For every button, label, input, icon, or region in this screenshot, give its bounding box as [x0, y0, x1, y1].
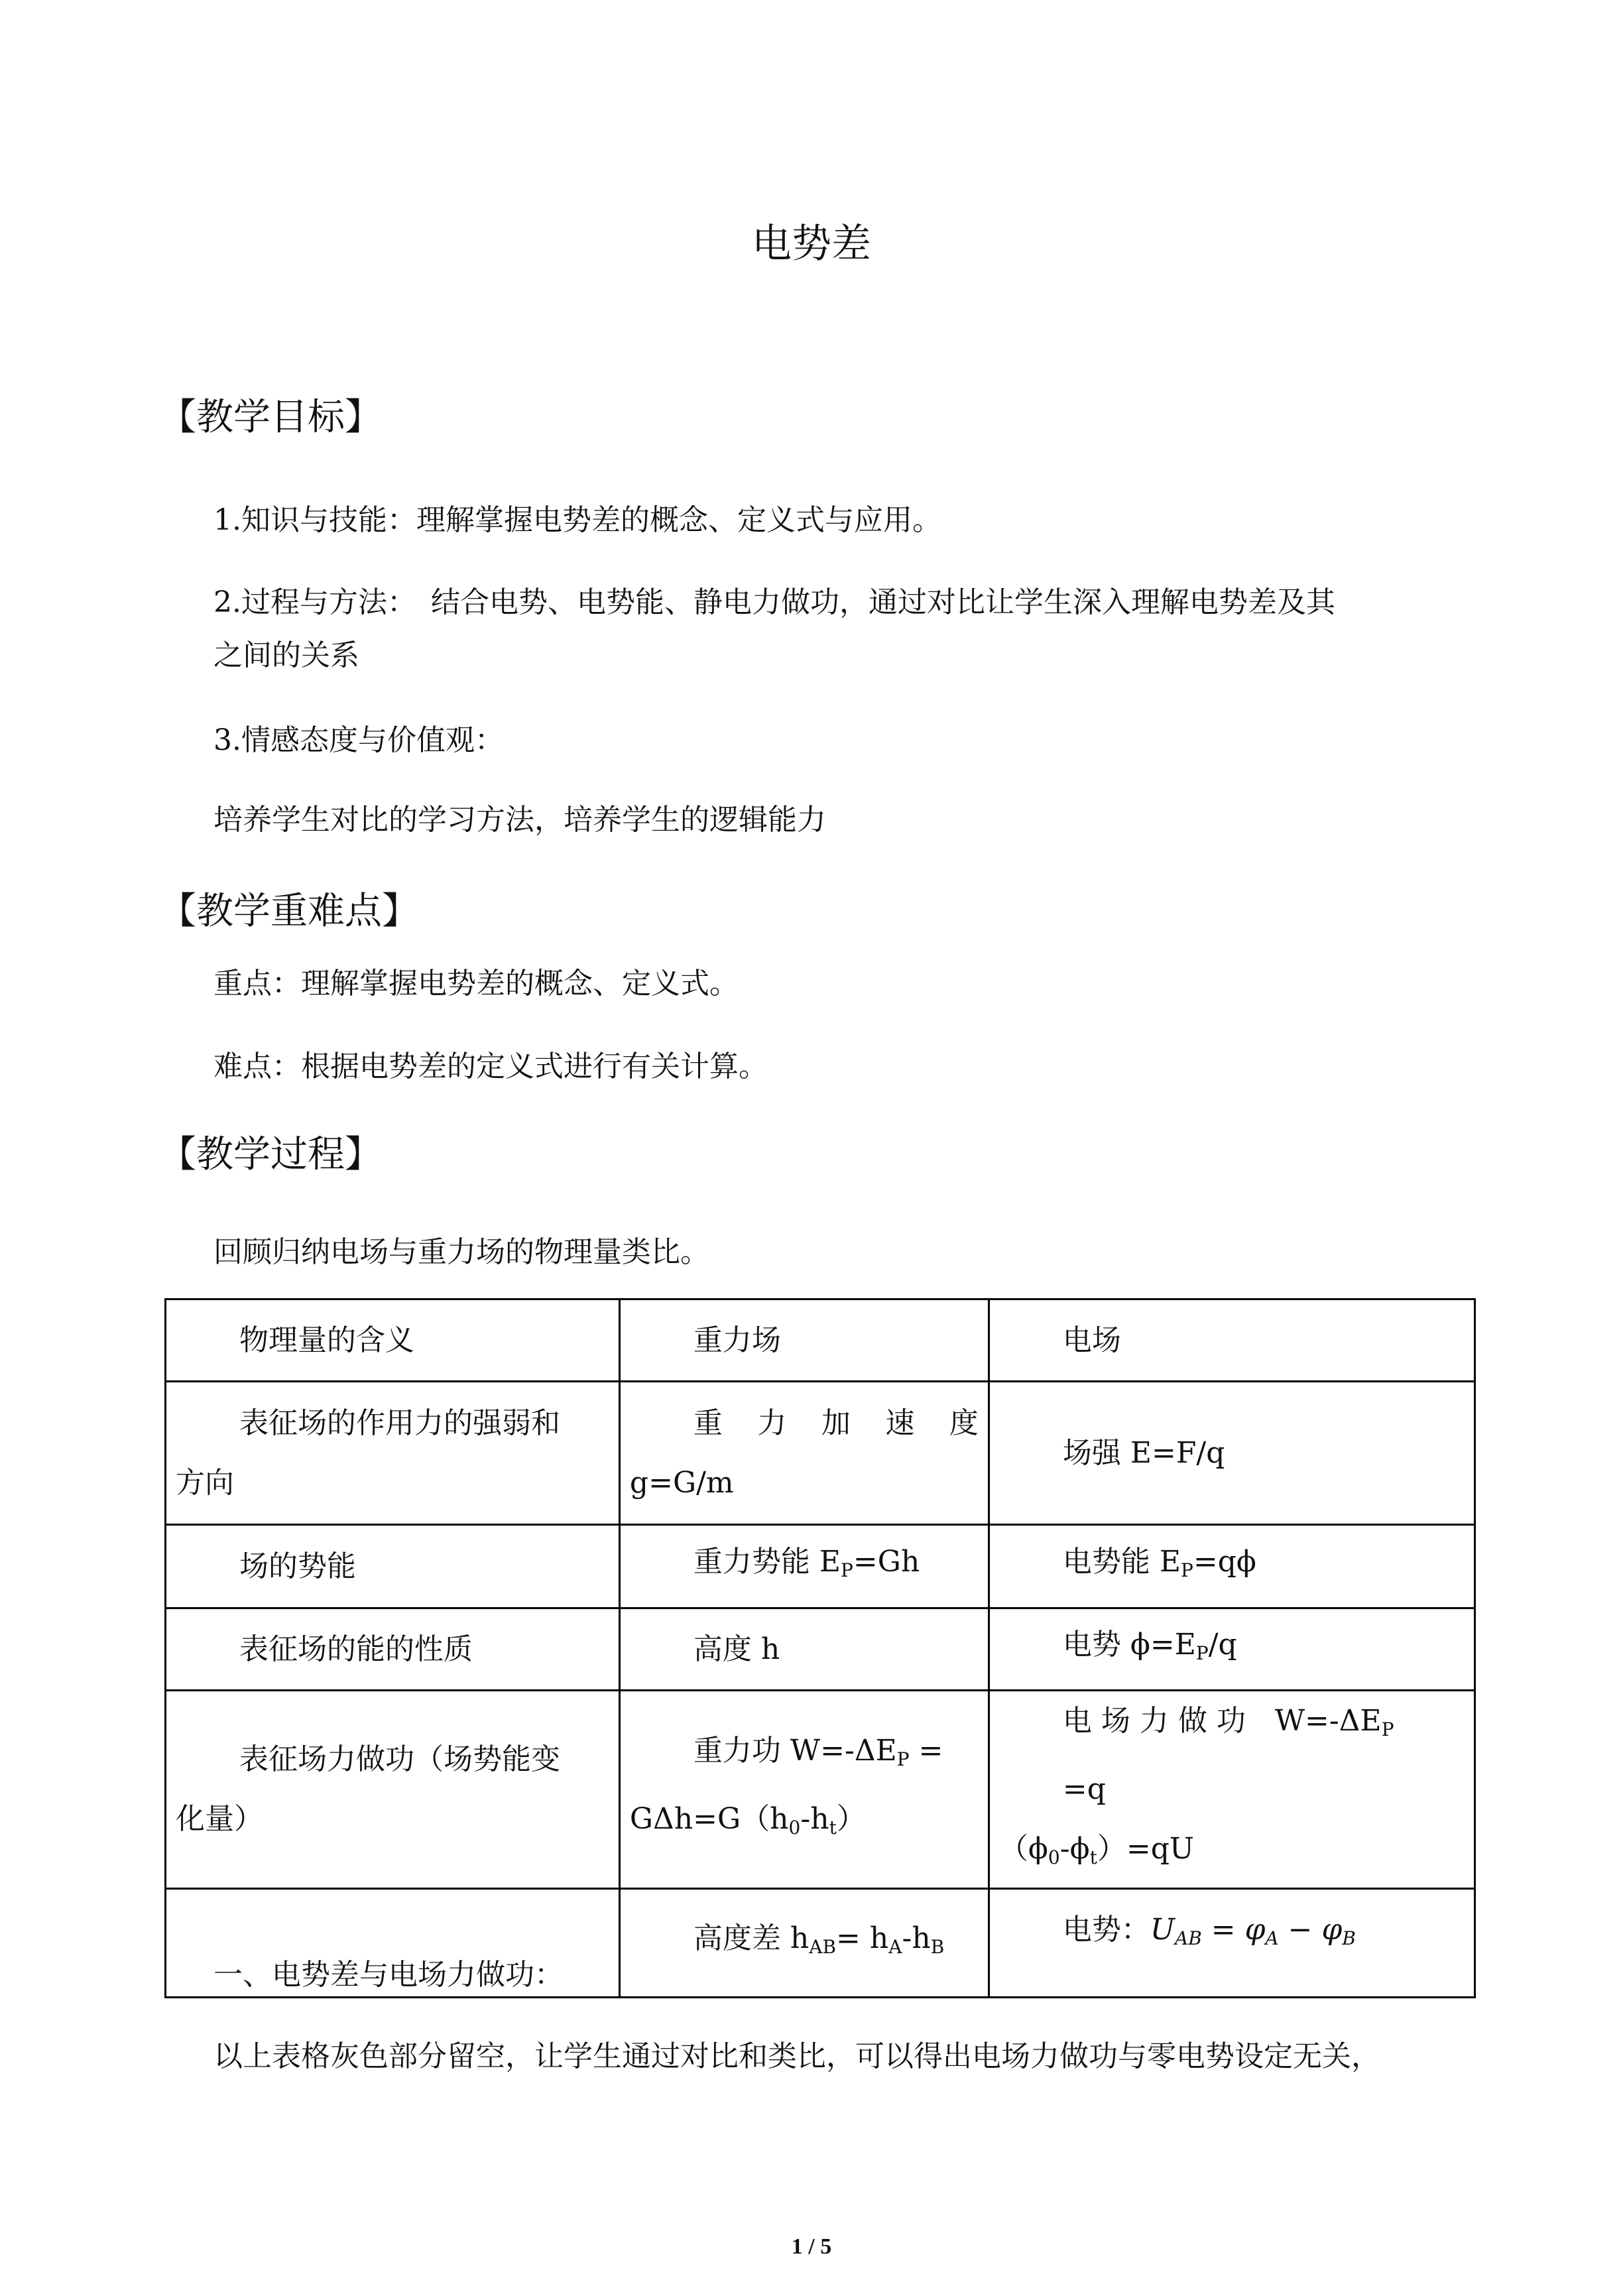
goal-item-2-line2: 之间的关系 [213, 638, 359, 672]
table-cell: 高度差 $h_{AB}= h_A-h_B$ [619, 1889, 989, 1998]
table-cell: 场的势能 [166, 1525, 620, 1608]
table-row [166, 1691, 1475, 1889]
difficult-point: 难点：根据电势差的定义式进行有关计算。 [213, 1050, 768, 1083]
comparison-table [164, 1298, 1476, 1998]
part1-heading: 一、电势差与电场力做功： [213, 1958, 564, 1992]
potential-difference-formula: $U_{AB} = \varphi_A - \varphi_B$ [1150, 1913, 1356, 1949]
table-cell: 电势：$U_{AB} = \varphi_A - \varphi_B$ [989, 1889, 1474, 1998]
table-cell: 电场 [989, 1299, 1474, 1382]
page-number: 1 / 5 [791, 2234, 832, 2259]
section-heading-keypoints: 【教学重难点】 [159, 890, 419, 933]
key-point: 重点：理解掌握电势差的概念、定义式。 [213, 967, 739, 1000]
table-row [166, 1382, 1475, 1525]
goal-item-1: 1.知识与技能：理解掌握电势差的概念、定义式与应用。 [213, 503, 941, 537]
goal-item-2-line1: 2.过程与方法： 结合电势、电势能、静电力做功，通过对比让学生深入理解电势差及其 [213, 585, 1335, 619]
table-cell: 电势 $\phi=E_P/q$ [989, 1608, 1474, 1691]
process-intro: 回顾归纳电场与重力场的物理量类比。 [213, 1235, 709, 1269]
table-row [166, 1525, 1475, 1608]
goal-item-3-text: 培养学生对比的学习方法，培养学生的逻辑能力 [213, 803, 826, 837]
table-row [166, 1299, 1475, 1382]
page-title: 电势差 [752, 221, 871, 267]
section-heading-process: 【教学过程】 [159, 1133, 382, 1176]
table-cell: 重力势能 $E_P=Gh$ [619, 1525, 989, 1608]
table-cell: 表征场的作用力的强弱和 方向 [166, 1382, 620, 1525]
table-row [166, 1608, 1475, 1691]
table-cell: 物理量的含义 [166, 1299, 620, 1382]
part1-text: 以上表格灰色部分留空，让学生通过对比和类比，可以得出电场力做功与零电势设定无关， [213, 2039, 1380, 2073]
table-cell: 表征场的能的性质 [166, 1608, 620, 1691]
table-cell: 场强 E=F/q [989, 1382, 1474, 1525]
goal-item-3: 3.情感态度与价值观： [213, 723, 504, 757]
table-cell: 表征场力做功（场势能变 化量） [166, 1691, 620, 1889]
table-cell: 电 场 力 做 功 $W=-\Delta E_P$ =q $(\phi_0-\phi_t)=qU$ [989, 1691, 1474, 1889]
section-heading-goals: 【教学目标】 [159, 396, 382, 439]
table-cell: 重 力 加 速 度 g=G/m [619, 1382, 989, 1525]
table-cell: 重力功 $W=-\Delta E_P$ = $G\Delta h=G(h_0-h_t)$ [619, 1691, 989, 1889]
table-cell: 高度 h [619, 1608, 989, 1691]
table-cell: 电势能 $E_P=q\phi$ [989, 1525, 1474, 1608]
table-cell: 重力场 [619, 1299, 989, 1382]
